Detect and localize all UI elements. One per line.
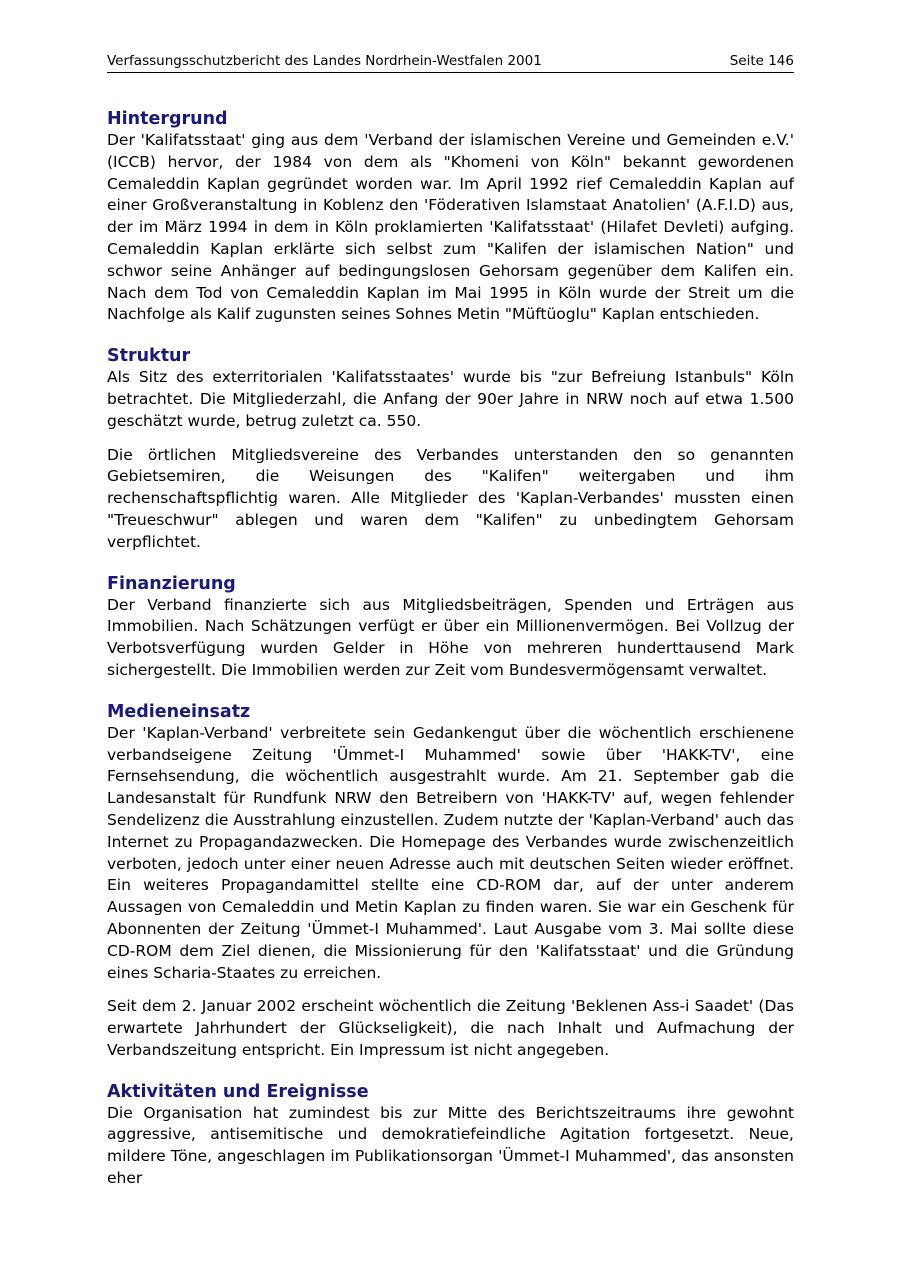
heading-struktur: Struktur bbox=[107, 346, 191, 367]
page-number: Seite 146 bbox=[729, 53, 794, 69]
report-title: Verfassungsschutzbericht des Landes Nordrhein-Westfalen 2001 bbox=[107, 53, 542, 69]
paragraph-struktur-1: Als Sitz des exterritorialen 'Kalifatsstaates' wurde bis "zur Befreiung Istanbuls" Köln betrachtet. Die Mitgliederzahl, die Anfang der 90er Jahre in NRW noch auf etwa 1.500 geschätzt wurde, betrug zuletzt ca. 550. bbox=[107, 368, 794, 430]
heading-medieneinsatz: Medieneinsatz bbox=[107, 701, 251, 722]
paragraph-hintergrund: Der 'Kalifatsstaat' ging aus dem 'Verband der islamischen Vereine und Gemeinden e.V.' (ICCB) hervor, der 1984 von dem als "Khomeni von Köln" bekannt gewordenen Cemaleddin Kaplan gegründet worden war. Im April 1992 rief Cemaleddin Kaplan auf einer Großveranstaltung in Koblenz den 'Föderativen Islamstaat Anatolien' (A.F.I.D) aus, der im März 1994 in dem in Köln proklamierten 'Kalifatsstaat' (Hilafet Devleti) aufging. Cemaleddin Kaplan erklärte sich selbst zum "Kalifen der islamischen Nation" und schwor seine Anhänger auf bedingungslosen Gehorsam gegenüber dem Kalifen ein. Nach dem Tod von Cemaleddin Kaplan im Mai 1995 in Köln wurde der Streit um die Nachfolge als Kalif zugunsten seines Sohnes Metin "Müftüoglu" Kaplan entschieden. bbox=[107, 131, 794, 324]
paragraph-medieneinsatz-2: Seit dem 2. Januar 2002 erscheint wöchentlich die Zeitung 'Beklenen Ass-i Saadet' (Das erwartete Jahrhundert der Glückseligkeit), die nach Inhalt und Aufmachung der Verbandszeitung entspricht. Ein Impressum ist nicht angegeben. bbox=[107, 997, 794, 1059]
page-content bbox=[107, 108, 794, 1190]
heading-aktivitaeten: Aktivitäten und Ereignisse bbox=[107, 1081, 369, 1102]
heading-finanzierung: Finanzierung bbox=[107, 573, 236, 594]
heading-hintergrund: Hintergrund bbox=[107, 109, 228, 129]
paragraph-aktivitaeten: Die Organisation hat zumindest bis zur Mitte des Berichtszeitraums ihre gewohnt aggressive, antisemitische und demokratiefeindliche Agitation fortgesetzt. Neue, mildere Töne, angeschlagen im Publikationsorgan 'Ümmet-I Muhammed', das ansonsten eher bbox=[107, 1103, 794, 1188]
running-header bbox=[107, 52, 794, 73]
paragraph-medieneinsatz-1: Der 'Kaplan-Verband' verbreitete sein Gedankengut über die wöchentlich erschienene verbandseigene Zeitung 'Ümmet-I Muhammed' sowie über 'HAKK-TV', eine Fernsehsendung, die wöchentlich ausgestrahlt wurde. Am 21. September gab die Landesanstalt für Rundfunk NRW den Betreibern von 'HAKK-TV' auf, wegen fehlender Sendelizenz die Ausstrahlung einzustellen. Zudem nutzte der 'Kaplan-Verband' auch das Internet zu Propagandazwecken. Die Homepage des Verbandes wurde zwischenzeitlich verboten, jedoch unter einer neuen Adresse auch mit deutschen Seiten wieder eröffnet. Ein weiteres Propagandamittel stellte eine CD-ROM dar, auf der unter anderem Aussagen von Cemaleddin und Metin Kaplan zu finden waren. Sie war ein Geschenk für Abonnenten der Zeitung 'Ümmet-I Muhammed'. Laut Ausgabe vom 3. Mai sollte diese CD-ROM dem Ziel dienen, die Missionierung für den 'Kalifatsstaat' und die Gründung eines Scharia-Staates zu erreichen. bbox=[107, 723, 794, 982]
paragraph-struktur-2: Die örtlichen Mitgliedsvereine des Verbandes unterstanden den so genannten Gebietsemiren, die Weisungen des "Kalifen" weitergaben und ihm rechenschaftspflichtig waren. Alle Mitglieder des 'Kaplan-Verbandes' mussten einen "Treueschwur" ablegen und waren dem "Kalifen" zu unbedingtem Gehorsam verpflichtet. bbox=[107, 445, 794, 551]
paragraph-finanzierung: Der Verband finanzierte sich aus Mitgliedsbeiträgen, Spenden und Erträgen aus Immobilien. Nach Schätzungen verfügt er über ein Millionenvermögen. Bei Vollzug der Verbotsverfügung wurden Gelder in Höhe von mehreren hunderttausend Mark sichergestellt. Die Immobilien werden zur Zeit vom Bundesvermögensamt verwaltet. bbox=[107, 595, 794, 679]
